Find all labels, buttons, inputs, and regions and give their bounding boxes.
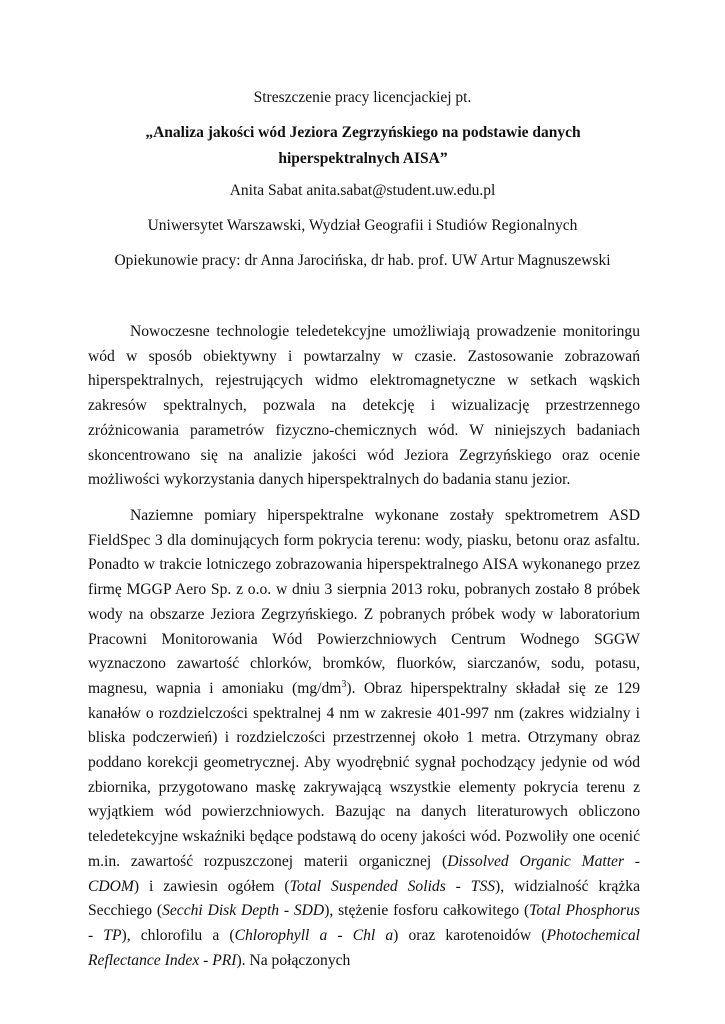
abstract-label: Streszczenie pracy licencjackiej pt. (253, 89, 472, 106)
p2-text-e: ), stężenie fosforu całkowitego ( (324, 902, 530, 920)
p2-term-sdd: Secchi Disk Depth - SDD (162, 902, 325, 920)
p2-term-chl: Chlorophyll a - Chl a (234, 926, 394, 944)
p2-term-tss: Total Suspended Solids - TSS (289, 877, 496, 895)
p2-text-a: Naziemne pomiary hiperspektralne wykonane zostały spektrometrem ASD FieldSpec 3 dla dominujących form pokrycia terenu: wody, piasku, betonu oraz asfaltu. Ponadto w trakcie lotniczego zobrazowania hiperspektralnego AISA wykonanego przez firmę MGGP Aero Sp. z o.o. w dniu 3 sierpnia 2013 roku, pobranych zostało 8 próbek wody na obszarze Jeziora Zegrzyńskiego. Z pobranych próbek wody w laboratorium Pracowni Monitorowania Wód Powierzchniowych Centrum Wodnego SGGW wyznaczono zawartość chlorków, bromków, fluorków, siarczanów, sodu, potasu, magnesu, wapnia i amoniaku (mg/dm (88, 507, 640, 697)
p2-term-tp: Total Phosphorus - TP (88, 902, 640, 944)
paragraph-1: Nowoczesne technologie teledetekcyjne umożliwiają prowadzenie monitoringu wód w sposób obiektywny i powtarzalny w czasie. Zastosowanie zobrazowań hiperspektralnych, rejestrujących widmo elektromagnetyczne w setkach wąskich zakresów spektralnych, pozwala na detekcję i wizualizację przestrzennego zróżnicowania parametrów fizyczno-chemicznych wód. W niniejszych badaniach skoncentrowano się na analizie jakości wód Jeziora Zegrzyńskiego oraz ocenie możliwości wykorzystania danych hiperspektralnych do badania stanu jezior. (88, 323, 640, 489)
p2-term-cdom: Dissolved Organic Matter - CDOM (88, 852, 640, 895)
p2-text-g: ) oraz karotenoidów ( (393, 926, 547, 944)
p2-superscript: 3 (341, 678, 347, 690)
p2-text-c: ) i zawiesin ogółem ( (133, 877, 290, 895)
p2-text-d: ), widzialność krążka Secchiego ( (88, 877, 640, 920)
p2-term-pri: Photochemical Reflectance Index - PRI (88, 926, 640, 969)
p2-text-b: ). Obraz hiperspektralny składał się ze 129 kanałów o rozdzielczości spektralnej 4 nm w zakresie 401-997 nm (zakres widzialny i bliska podczerwień) i rozdzielczości przestrzennej około 1 metra. Otrzymany obraz poddano korekcji geometrycznej. Aby wyodrębnić sygnał pochodzący jedynie od wód zbiornika, przygotowano maskę zakrywającą wszystkie elementy pokrycia terenu z wyjątkiem wód powierzchniowych. Bazując na danych literaturowych obliczono teledetekcyjne wskaźniki będące podstawą do oceny jakości wód. Pozwoliły one ocenić m.in. zawartość rozpuszczonej materii organicznej ( (88, 679, 640, 870)
affiliation-line: Uniwersytet Warszawski, Wydział Geografii i Studiów Regionalnych (147, 217, 578, 234)
author-line: Anita Sabat anita.sabat@student.uw.edu.pl (229, 182, 496, 199)
thesis-title: „Analiza jakości wód Jeziora Zegrzyńskiego na podstawie danych hiperspektralnych AISA” (145, 124, 581, 167)
p2-text-f: ), chlorofilu a ( (121, 926, 235, 944)
p2-text-h: ). Na połączonych (236, 951, 351, 969)
paragraph-2 (88, 504, 640, 973)
supervisors-line: Opiekunowie pracy: dr Anna Jarocińska, dr hab. prof. UW Artur Magnuszewski (114, 252, 611, 269)
